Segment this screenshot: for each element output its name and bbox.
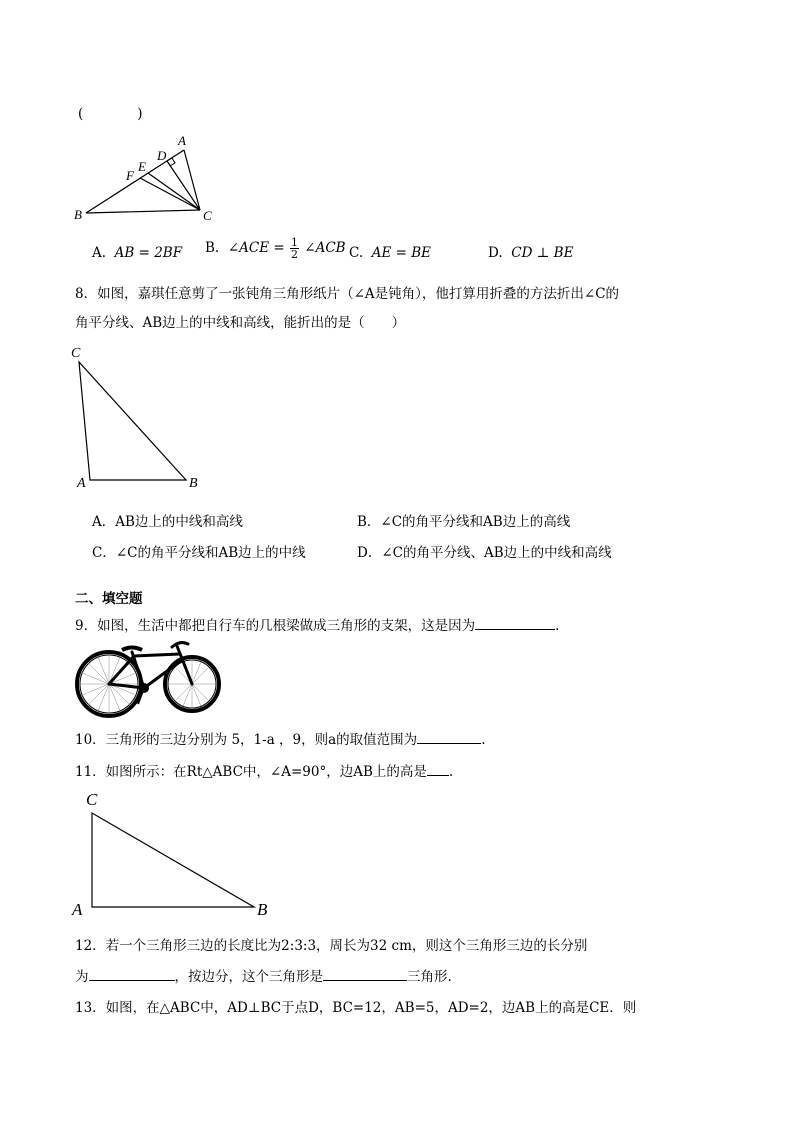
q7-option-c — [349, 245, 431, 261]
q11-answer-blank[interactable] — [427, 762, 449, 776]
q7-option-c-key: C. — [349, 245, 364, 261]
q7-label-E: E — [138, 159, 146, 174]
q7-option-b — [205, 237, 346, 260]
q12-text-c: 三角形. — [407, 969, 452, 985]
q7-option-c-text: AE = BE — [371, 245, 432, 261]
q7-option-d — [488, 245, 573, 261]
q8-option-b: B．∠C的角平分线和AB边上的高线 — [357, 514, 571, 530]
section-title: 二、填空题 — [75, 591, 143, 607]
q8-triangle — [79, 362, 186, 480]
q7-label-D: D — [157, 148, 167, 163]
q11-triangle — [92, 813, 254, 907]
q10-end: . — [481, 732, 486, 748]
q11-figure — [66, 783, 286, 923]
q11-end: . — [448, 764, 454, 780]
q8-figure — [66, 340, 216, 495]
q10-text: 10．三角形的三边分别为 5，1-a ，9，则a的取值范围为 — [75, 732, 418, 748]
q10-answer-blank[interactable] — [417, 730, 481, 744]
q7-edge-FC — [140, 178, 200, 210]
q7-option-a-text: AB = 2BF — [114, 245, 183, 261]
q11-label-A: A — [72, 900, 83, 919]
q12-text-b: ，按边分，这个三角形是 — [174, 969, 323, 985]
q8-stem-line1: 8．如图，嘉琪任意剪了一张钝角三角形纸片（∠A是钝角），他打算用折叠的方法折出∠C的 — [75, 286, 620, 302]
q7-figure — [60, 130, 230, 225]
q8-option-c: C．∠C的角平分线和AB边上的中线 — [92, 545, 306, 561]
q13-stem: 13．如图，在△ABC中，AD⊥BC于点D，BC=12，AB=5，AD=2，边AB上的高是CE．则 — [75, 1000, 637, 1016]
q8-option-a: A．AB边上的中线和高线 — [92, 514, 243, 530]
bicycle-frame — [109, 643, 192, 688]
q9-answer-blank[interactable] — [475, 616, 555, 630]
q11-text: 11．如图所示：在Rt△ABC中，∠A=90°，边AB上的高是 — [75, 764, 427, 780]
q11-label-B: B — [257, 900, 268, 919]
q7-option-b-key: B. — [205, 240, 220, 256]
q8-label-B: B — [189, 476, 198, 491]
q7-option-a — [92, 245, 182, 261]
q9-text: 9．如图，生活中都把自行车的几根梁做成三角形的支架，这是因为 — [75, 618, 476, 634]
bicycle-saddle — [122, 648, 142, 651]
q7-option-d-key: D. — [488, 245, 503, 261]
q11-label-C: C — [86, 790, 98, 809]
q7-option-d-text: CD ⊥ BE — [511, 245, 574, 261]
q12-stem-line1: 12．若一个三角形三边的长度比为2:3:3，周长为32 cm，则这个三角形三边的长分别 — [75, 938, 588, 954]
q12-stem-line2 — [75, 965, 452, 985]
q7-option-b-post: ∠ACB — [304, 240, 346, 256]
q7-answer-paren: ( ) — [78, 106, 143, 122]
q7-option-a-key: A. — [92, 245, 107, 261]
q7-edge-DC — [167, 161, 200, 210]
bicycle-image — [72, 638, 222, 720]
q9-stem — [75, 614, 559, 634]
q7-label-C: C — [203, 208, 212, 223]
q12-answer-blank-2[interactable] — [323, 967, 407, 981]
q7-option-b-fraction: $\frac{1}{2}$ — [290, 236, 298, 261]
q7-label-F: F — [126, 168, 134, 183]
q11-stem — [75, 760, 453, 780]
q8-label-C: C — [71, 346, 81, 361]
q8-label-A: A — [77, 476, 86, 491]
q9-end: . — [555, 618, 560, 634]
q10-stem — [75, 728, 485, 748]
q7-edge-BC — [86, 210, 200, 213]
q12-text-a: 为 — [75, 969, 89, 985]
q7-option-b-pre: ∠ACE = — [227, 240, 285, 256]
q8-stem-line2: 角平分线、AB边上的中线和高线，能折出的是（ ） — [75, 315, 406, 331]
q12-answer-blank-1[interactable] — [89, 967, 175, 981]
q8-option-d: D．∠C的角平分线、AB边上的中线和高线 — [357, 545, 612, 561]
q7-label-A: A — [178, 133, 186, 148]
q7-label-B: B — [74, 207, 82, 222]
